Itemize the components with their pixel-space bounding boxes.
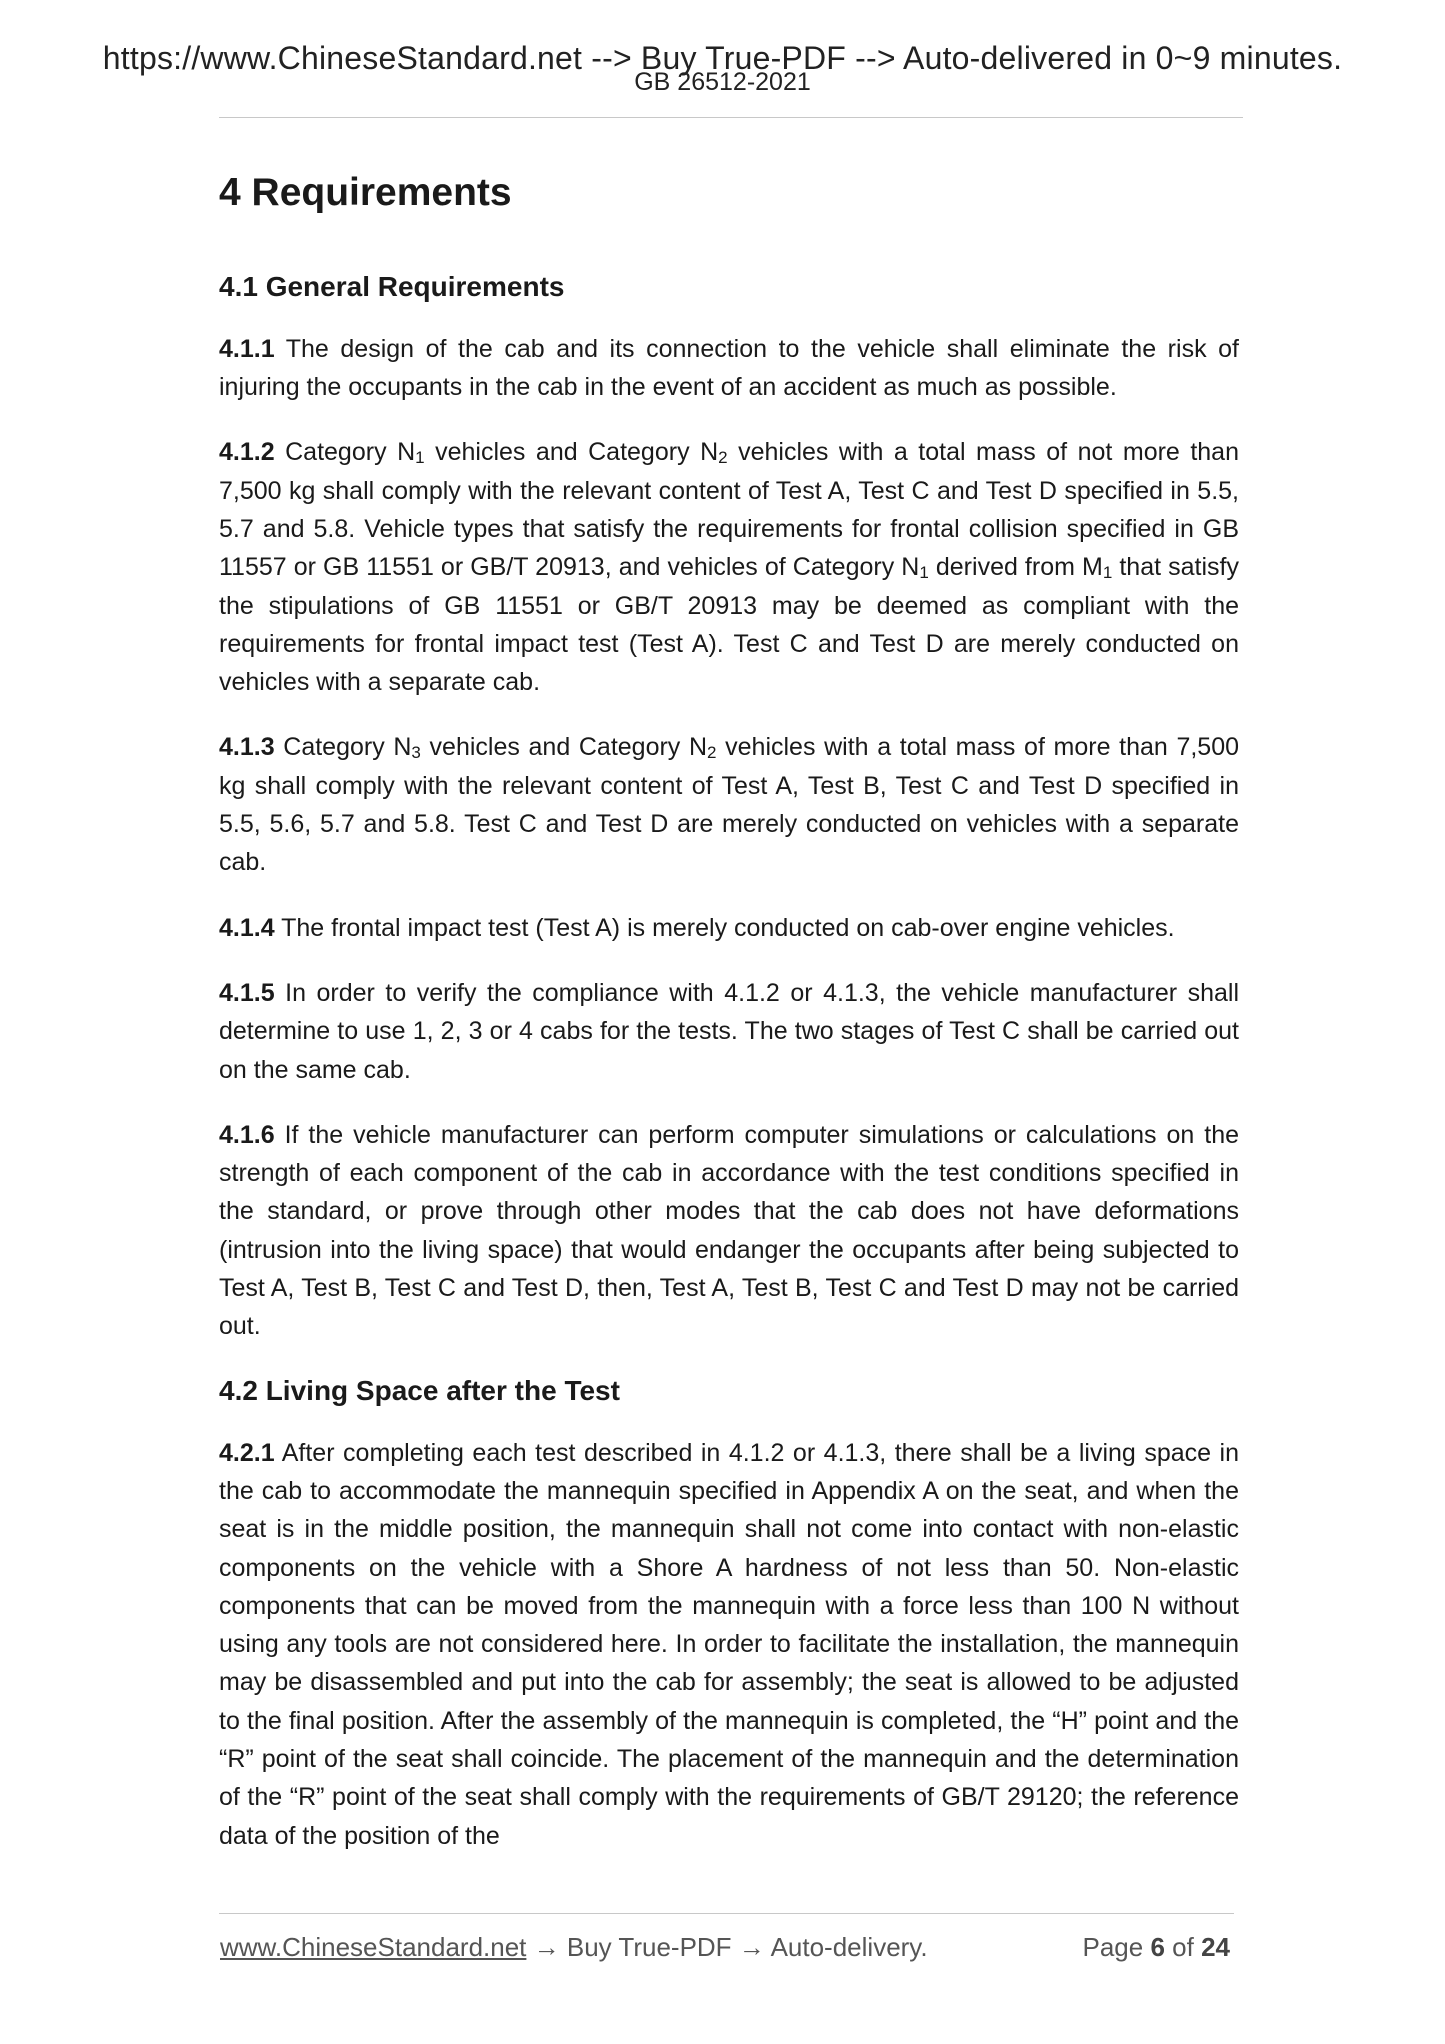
subscript: 2 [707,743,717,763]
footer-site-link[interactable]: www.ChineseStandard.net [220,1932,527,1962]
page-content [219,170,1239,1882]
clause-number: 4.1.3 [219,733,275,762]
clause-text: vehicles with a total mass of more than 7,500 kg shall comply with the relevant content of Test A, Test B, Test C and Test D specified in 5.5, 5.6, 5.7 and 5.8. Test C and Test D are merely conducted on vehicles with a separate cab. [219,733,1240,877]
section-heading-4-2: 4.2 Living Space after the Test [219,1374,620,1406]
page-number: 6 [1150,1932,1165,1962]
header-divider [219,117,1243,118]
section-heading-4-1: 4.1 General Requirements [219,270,565,302]
clause-text: The frontal impact test (Test A) is merely conducted on cab-over engine vehicles. [281,913,1175,942]
clause-text: Category N [283,733,412,762]
subscript: 1 [1102,563,1113,583]
clause-text: that satisfy the stipulations of GB 11551 or GB/T 20913 may be deemed as compliant with the requirements for frontal impact test (Test A). Test C and Test D are merely conducted on vehicles with a separate cab. [219,553,1239,697]
clause-number: 4.2.1 [219,1438,275,1467]
clause-4-1-4 [219,909,1239,947]
clause-number: 4.1.4 [219,913,275,942]
clause-4-1-1 [219,330,1239,407]
subscript: 1 [415,448,425,468]
of-word: of [1172,1932,1194,1962]
clause-text: If the vehicle manufacturer can perform computer simulations or calculations on the strength of each component of the cab in accordance with the test conditions specified in the standard, or prove through other modes that the cab does not have deformations (intrusion into the living space) that would endanger the occupants after being subjected to Test A, Test B, Test C and Test D, then, Test A, Test B, Test C and Test D may not be carried out. [219,1120,1239,1341]
source-banner: https://www.ChineseStandard.net --> Buy True-PDF --> Auto-delivered in 0~9 minutes. [102,40,1343,76]
clause-4-1-2 [219,433,1239,701]
clause-4-2-1 [219,1434,1239,1855]
clause-text: vehicles with a total mass of not more than 7,500 kg shall comply with the relevant content of Test A, Test C and Test D specified in 5.5, 5.7 and 5.8. Vehicle types that satisfy the requirements for frontal collision specified in GB 11557 or GB 11551 or GB/T 20913, and vehicles of Category N [219,438,1239,582]
footer-promo [220,1932,928,1963]
clause-4-1-3 [219,728,1239,881]
footer-promo-text: → Buy True-PDF → Auto-delivery. [526,1932,928,1962]
clause-number: 4.1.1 [219,334,275,363]
subscript: 1 [919,563,929,583]
page-word: Page [1082,1932,1144,1962]
document-code: GB 26512-2021 [634,68,811,96]
clause-text: After completing each test described in 4.1.2 or 4.1.3, there shall be a living space in the cab to accommodate the mannequin specified in Appendix A on the seat, and when the seat is in the middle position, the mannequin shall not come into contact with non-elastic components on the vehicle with a Shore A hardness of not less than 50. Non-elastic components that can be moved from the mannequin with a force less than 100 N without using any tools are not considered here. In order to facilitate the installation, the mannequin may be disassembled and put into the cab for assembly; the seat is allowed to be adjusted to the final position. After the assembly of the mannequin is completed, the “H” point and the “R” point of the seat shall coincide. The placement of the mannequin and the determination of the “R” point of the seat shall comply with the requirements of GB/T 29120; the reference data of the position of the [219,1438,1239,1850]
chapter-heading: 4 Requirements [219,171,512,214]
subscript: 2 [718,448,728,468]
subscript: 3 [411,743,421,763]
clause-text: vehicles and Category N [420,733,708,762]
clause-number: 4.1.2 [219,438,275,467]
clause-text: In order to verify the compliance with 4.1.2 or 4.1.3, the vehicle manufacturer shall determine to use 1, 2, 3 or 4 cabs for the tests. The two stages of Test C shall be carried out on the same cab. [219,978,1239,1084]
clause-4-1-6 [219,1116,1239,1346]
clause-text: vehicles and Category N [424,438,719,467]
clause-number: 4.1.5 [219,978,275,1007]
footer-divider [219,1913,1234,1914]
clause-number: 4.1.6 [219,1120,275,1149]
page-indicator [1082,1932,1230,1963]
page-total: 24 [1201,1932,1230,1962]
clause-text: derived from M [928,553,1103,582]
clause-4-1-5 [219,974,1239,1089]
clause-text: The design of the cab and its connection to the vehicle shall eliminate the risk of injuring the occupants in the cab in the event of an accident as much as possible. [219,334,1239,402]
clause-text: Category N [285,438,416,467]
